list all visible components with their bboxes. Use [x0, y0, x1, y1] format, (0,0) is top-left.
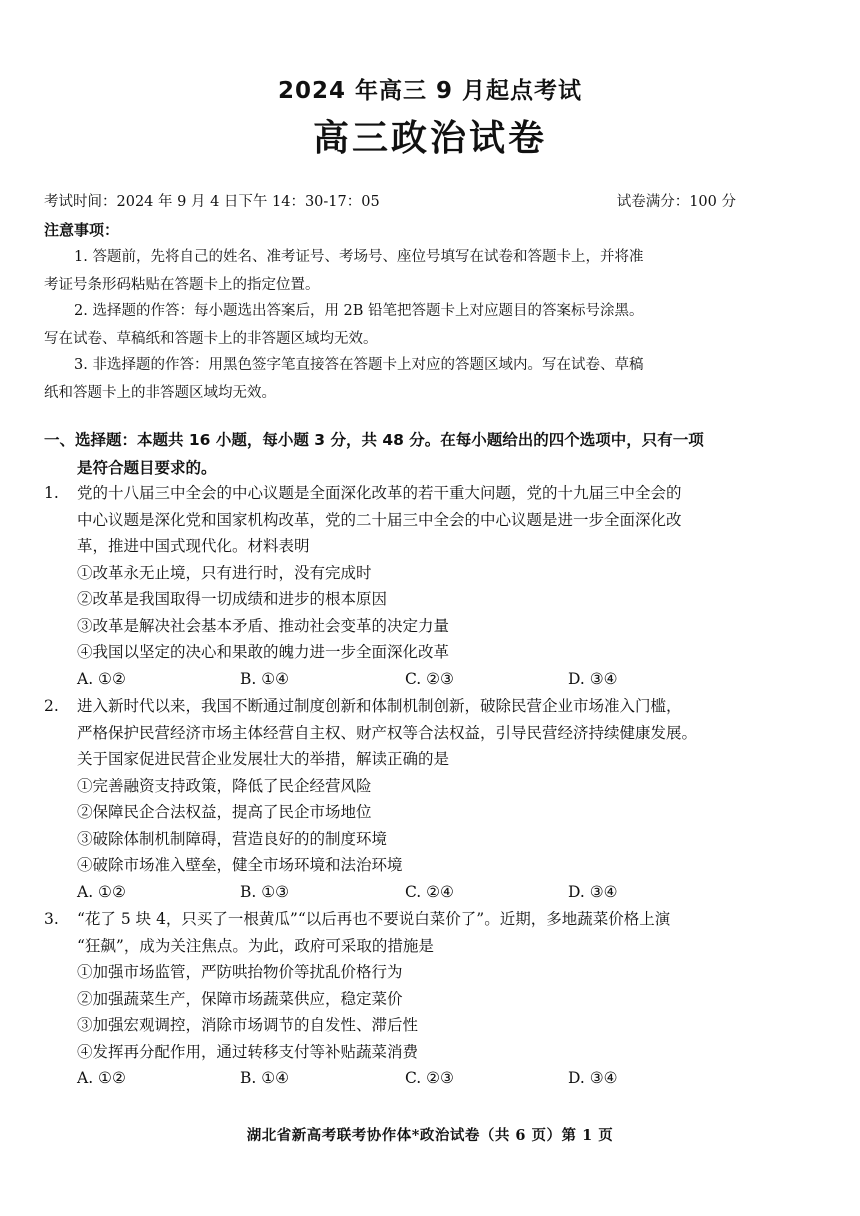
- page-footer: 湖北省新高考联考协作体*政治试卷（共 6 页）第 1 页: [246, 1127, 614, 1144]
- option-a: A. ①②: [77, 1069, 126, 1087]
- question-number: 1.: [44, 484, 59, 502]
- options-row: [77, 1065, 744, 1092]
- notice-line: 写在试卷、草稿纸和答题卡上的非答题区域均无效。: [44, 331, 378, 347]
- statement: ①加强市场监管，严防哄抬物价等扰乱价格行为: [77, 963, 403, 981]
- stem-line: 进入新时代以来，我国不断通过制度创新和体制机制创新，破除民营企业市场准入门槛，: [77, 697, 682, 715]
- question-body: [77, 906, 744, 1092]
- full-score: 试卷满分：100 分: [616, 194, 736, 210]
- question-3: [44, 906, 744, 1092]
- question-body: [77, 693, 744, 905]
- notice-line: 3. 非选择题的作答：用黑色签字笔直接答在答题卡上对应的答题区域内。写在试卷、草稿: [74, 357, 644, 373]
- options-row: [77, 879, 744, 906]
- options-row: [77, 666, 744, 693]
- statement: ③改革是解决社会基本矛盾、推动社会变革的决定力量: [77, 616, 450, 635]
- statement: ④发挥再分配作用，通过转移支付等补贴蔬菜消费: [77, 1042, 419, 1061]
- stem-line: 革，推进中国式现代化。材料表明: [77, 537, 310, 555]
- option-b: B. ①④: [240, 1069, 290, 1087]
- statement: ②保障民企合法权益，提高了民企市场地位: [77, 803, 372, 821]
- notice-line: 纸和答题卡上的非答题区域均无效。: [44, 385, 276, 401]
- section-line: 是符合题目要求的。: [77, 459, 217, 477]
- statement: ④破除市场准入壁垒，健全市场环境和法治环境: [77, 856, 403, 874]
- option-d: D. ③④: [568, 669, 618, 688]
- option-d: D. ③④: [568, 882, 618, 901]
- statement: ①完善融资支持政策，降低了民企经营风险: [77, 776, 372, 795]
- option-a: A. ①②: [77, 882, 126, 901]
- exam-time: 考试时间：2024 年 9 月 4 日下午 14：30-17：05: [44, 194, 380, 210]
- option-d: D. ③④: [568, 1069, 618, 1087]
- stem-line: 严格保护民营经济市场主体经营自主权、财产权等合法权益，引导民营经济持续健康发展。: [77, 723, 698, 742]
- stem-line: 党的十八届三中全会的中心议题是全面深化改革的若干重大问题，党的十九届三中全会的: [77, 484, 682, 502]
- notice-item: [44, 243, 740, 299]
- option-b: B. ①④: [240, 669, 290, 688]
- option-c: C. ②④: [405, 882, 454, 901]
- section-heading: [44, 426, 744, 482]
- statement: ②改革是我国取得一切成绩和进步的根本原因: [77, 590, 388, 608]
- statement: ③破除体制机制障碍，营造良好的的制度环境: [77, 829, 388, 848]
- option-b: B. ①③: [240, 882, 290, 901]
- notice-line: 2. 选择题的作答：每小题选出答案后，用 2B 铅笔把答题卡上对应题目的答案标号涂黑。: [74, 303, 644, 319]
- notice-heading: 注意事项：: [44, 221, 120, 239]
- section-line: 一、选择题：本题共 16 小题，每小题 3 分，共 48 分。在每小题给出的四个选项中，只有一项: [44, 431, 704, 449]
- statement: ③加强宏观调控，消除市场调节的自发性、滞后性: [77, 1016, 419, 1034]
- question-number: 2.: [44, 697, 59, 715]
- notice-item: [44, 297, 740, 353]
- question-number: 3.: [44, 910, 59, 928]
- stem-line: “花了 5 块 4，只买了一根黄瓜”“以后再也不要说白菜价了”。近期，多地蔬菜价格上演: [77, 910, 671, 928]
- option-a: A. ①②: [77, 669, 126, 688]
- question-1: [44, 480, 744, 692]
- option-c: C. ②③: [405, 1069, 454, 1087]
- stem-line: 关于国家促进民营企业发展壮大的举措，解读正确的是: [77, 750, 450, 768]
- question-2: [44, 693, 744, 905]
- option-c: C. ②③: [405, 669, 454, 688]
- notice-item: [44, 351, 740, 407]
- statement: ①改革永无止境，只有进行时，没有完成时: [77, 563, 372, 582]
- statement: ④我国以坚定的决心和果敢的魄力进一步全面深化改革: [77, 643, 450, 661]
- exam-title: 2024 年高三 9 月起点考试: [277, 78, 583, 104]
- paper-title: 高三政治试卷: [312, 118, 547, 159]
- notice-line: 考证号条形码粘贴在答题卡上的指定位置。: [44, 277, 320, 293]
- question-body: [77, 480, 744, 692]
- notice-line: 1. 答题前，先将自己的姓名、准考证号、考场号、座位号填写在试卷和答题卡上，并将准: [74, 249, 644, 265]
- stem-line: 中心议题是深化党和国家机构改革，党的二十届三中全会的中心议题是进一步全面深化改: [77, 510, 682, 529]
- statement: ②加强蔬菜生产，保障市场蔬菜供应，稳定菜价: [77, 989, 403, 1008]
- stem-line: “狂飙”，成为关注焦点。为此，政府可采取的措施是: [77, 936, 434, 955]
